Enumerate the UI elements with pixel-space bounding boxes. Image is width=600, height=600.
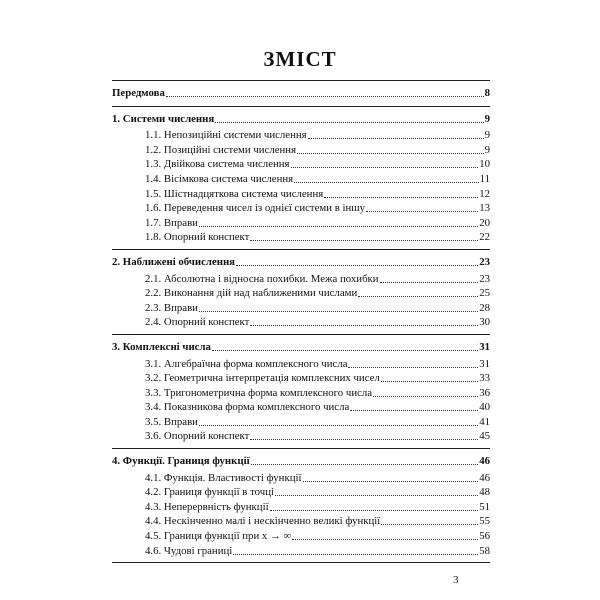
dot-leader [212, 340, 478, 351]
toc-page-ref: 31 [479, 340, 490, 353]
dot-leader [250, 230, 478, 241]
toc-entry[interactable] [112, 216, 490, 231]
toc-entry-label: 1.6. Переведення чисел із однієї системи в іншу [145, 202, 366, 215]
toc-entry[interactable] [112, 415, 490, 430]
toc-page-ref: 40 [479, 401, 490, 414]
toc-entry[interactable] [112, 500, 490, 515]
dot-leader [291, 157, 479, 168]
toc-entry-label: 1.4. Вісімкова система числення [145, 172, 294, 185]
toc-entry-label: 2.1. Абсолютна і відносна похибки. Межа похибки [145, 272, 379, 285]
toc-page-ref: 23 [479, 255, 490, 268]
toc-entry[interactable] [112, 429, 490, 444]
toc-section-preface [112, 80, 490, 106]
toc-section-3 [112, 334, 490, 448]
toc-section-title: 1. Системи числення [112, 112, 215, 125]
dot-leader [275, 485, 478, 496]
toc-entry-label: 2.2. Виконання дій над наближеними числами [145, 287, 358, 300]
toc-entry-label: 1.7. Вправи [145, 216, 198, 229]
toc-section-heading[interactable] [112, 86, 490, 101]
toc-entry-label: 1.2. Позиційні системи числення [145, 143, 297, 156]
toc-page-ref: 8 [484, 87, 490, 99]
dot-leader [366, 201, 478, 212]
toc-page-ref: 23 [479, 272, 490, 285]
dot-leader [303, 471, 479, 482]
toc-entry[interactable] [112, 230, 490, 245]
dot-leader [251, 454, 479, 465]
toc-page-ref: 28 [479, 301, 490, 314]
toc-page-ref: 31 [479, 357, 490, 370]
toc-page-ref: 10 [479, 158, 490, 171]
toc-entry[interactable] [112, 128, 490, 143]
dot-leader [308, 128, 484, 139]
toc-entry-label: 3.2. Геометрична інтерпретація комплексних чисел [145, 372, 380, 385]
toc-entry-label: 3.6. Опорний конспект [145, 430, 250, 443]
toc-page-ref: 55 [479, 515, 490, 528]
toc-entry-label: 3.5. Вправи [145, 415, 198, 428]
toc-entry[interactable] [112, 201, 490, 216]
toc-entry[interactable] [112, 514, 490, 529]
toc-section-title: Передмова [112, 87, 165, 99]
dot-leader [250, 315, 478, 326]
dot-leader [324, 187, 478, 198]
toc-entry[interactable] [112, 485, 490, 500]
dot-leader [236, 255, 478, 266]
toc-entry-label: 1.5. Шістнадцяткова система числення [145, 187, 324, 200]
toc-entry[interactable] [112, 187, 490, 202]
toc-page-ref: 20 [479, 216, 490, 229]
toc-page-ref: 41 [479, 415, 490, 428]
toc-entry-label: 2.3. Вправи [145, 301, 198, 314]
dot-leader [199, 301, 478, 312]
table-of-contents [112, 80, 490, 563]
toc-entry[interactable] [112, 371, 490, 386]
toc-section-heading[interactable] [112, 454, 490, 469]
toc-entry-label: 4.5. Границя функції при x → ∞ [145, 530, 292, 543]
dot-leader [373, 386, 478, 397]
dot-leader [199, 216, 478, 227]
toc-entry-label: 3.4. Показникова форма комплексного числа [145, 401, 350, 414]
dot-leader [381, 371, 478, 382]
toc-page-ref: 45 [479, 430, 490, 443]
toc-entry-label: 1.8. Опорний конспект [145, 231, 250, 244]
toc-entry[interactable] [112, 315, 490, 330]
toc-page-ref: 36 [479, 386, 490, 399]
toc-entry-label: 4.3. Неперервність функції [145, 500, 269, 513]
toc-page-ref: 51 [479, 500, 490, 513]
toc-page-ref: 22 [479, 231, 490, 244]
dot-leader [166, 86, 484, 97]
toc-page-ref: 46 [479, 471, 490, 484]
toc-entry[interactable] [112, 386, 490, 401]
toc-page-ref: 9 [484, 143, 490, 156]
toc-entry-label: 3.3. Тригонометрична форма комплексного числа [145, 386, 373, 399]
dot-leader [380, 272, 479, 283]
toc-entry[interactable] [112, 272, 490, 287]
toc-entry[interactable] [112, 143, 490, 158]
toc-page-ref: 30 [479, 316, 490, 329]
toc-entry[interactable] [112, 544, 490, 559]
toc-entry-label: 1.1. Непозиційні системи числення [145, 129, 307, 142]
toc-entry-label: 4.2. Границя функції в точці [145, 486, 274, 499]
toc-entry-label: 1.3. Двійкова система числення [145, 158, 290, 171]
toc-entry-label: 4.6. Чудові границі [145, 544, 233, 557]
toc-entry[interactable] [112, 357, 490, 372]
toc-page-ref: 12 [479, 187, 490, 200]
toc-section-title: 3. Комплексні числа [112, 340, 211, 353]
toc-entry-label: 3.1. Алгебраїчна форма комплексного числа [145, 357, 348, 370]
toc-entry[interactable] [112, 400, 490, 415]
toc-section-heading[interactable] [112, 112, 490, 127]
dot-leader [292, 529, 478, 540]
dot-leader [250, 429, 478, 440]
toc-section-heading[interactable] [112, 255, 490, 270]
toc-page-ref: 48 [479, 486, 490, 499]
toc-page-ref: 11 [479, 172, 490, 185]
toc-page-ref: 9 [484, 112, 490, 125]
toc-page-ref: 33 [479, 372, 490, 385]
dot-leader [215, 112, 483, 123]
page-title: ЗМІСТ [263, 47, 337, 71]
toc-entry[interactable] [112, 529, 490, 544]
toc-section-2 [112, 249, 490, 334]
toc-entry[interactable] [112, 471, 490, 486]
dot-leader [233, 544, 478, 555]
dot-leader [358, 286, 478, 297]
dot-leader [297, 143, 484, 154]
dot-leader [270, 500, 479, 511]
toc-section-4 [112, 448, 490, 563]
dot-leader [348, 357, 478, 368]
toc-page-ref: 25 [479, 287, 490, 300]
toc-entry-label: 2.4. Опорний конспект [145, 316, 250, 329]
toc-entry-label: 4.1. Функція. Властивості функції [145, 471, 302, 484]
toc-section-heading[interactable] [112, 340, 490, 355]
dot-leader [350, 400, 478, 411]
toc-entry[interactable] [112, 157, 490, 172]
toc-section-1 [112, 106, 490, 249]
toc-section-title: 2. Наближені обчислення [112, 255, 236, 268]
page-number: 3 [453, 574, 459, 586]
toc-page-ref: 56 [479, 530, 490, 543]
toc-entry[interactable] [112, 301, 490, 316]
toc-entry[interactable] [112, 172, 490, 187]
toc-page-ref: 58 [479, 544, 490, 557]
toc-page-ref: 46 [479, 455, 490, 468]
toc-page-ref: 13 [479, 202, 490, 215]
dot-leader [381, 514, 478, 525]
toc-page-ref: 9 [484, 129, 490, 142]
toc-section-title: 4. Функції. Границя функції [112, 455, 250, 468]
toc-entry-label: 4.4. Нескінченно малі і нескінченно великі функції [145, 515, 381, 528]
dot-leader [199, 415, 478, 426]
toc-entry[interactable] [112, 286, 490, 301]
dot-leader [294, 172, 479, 183]
